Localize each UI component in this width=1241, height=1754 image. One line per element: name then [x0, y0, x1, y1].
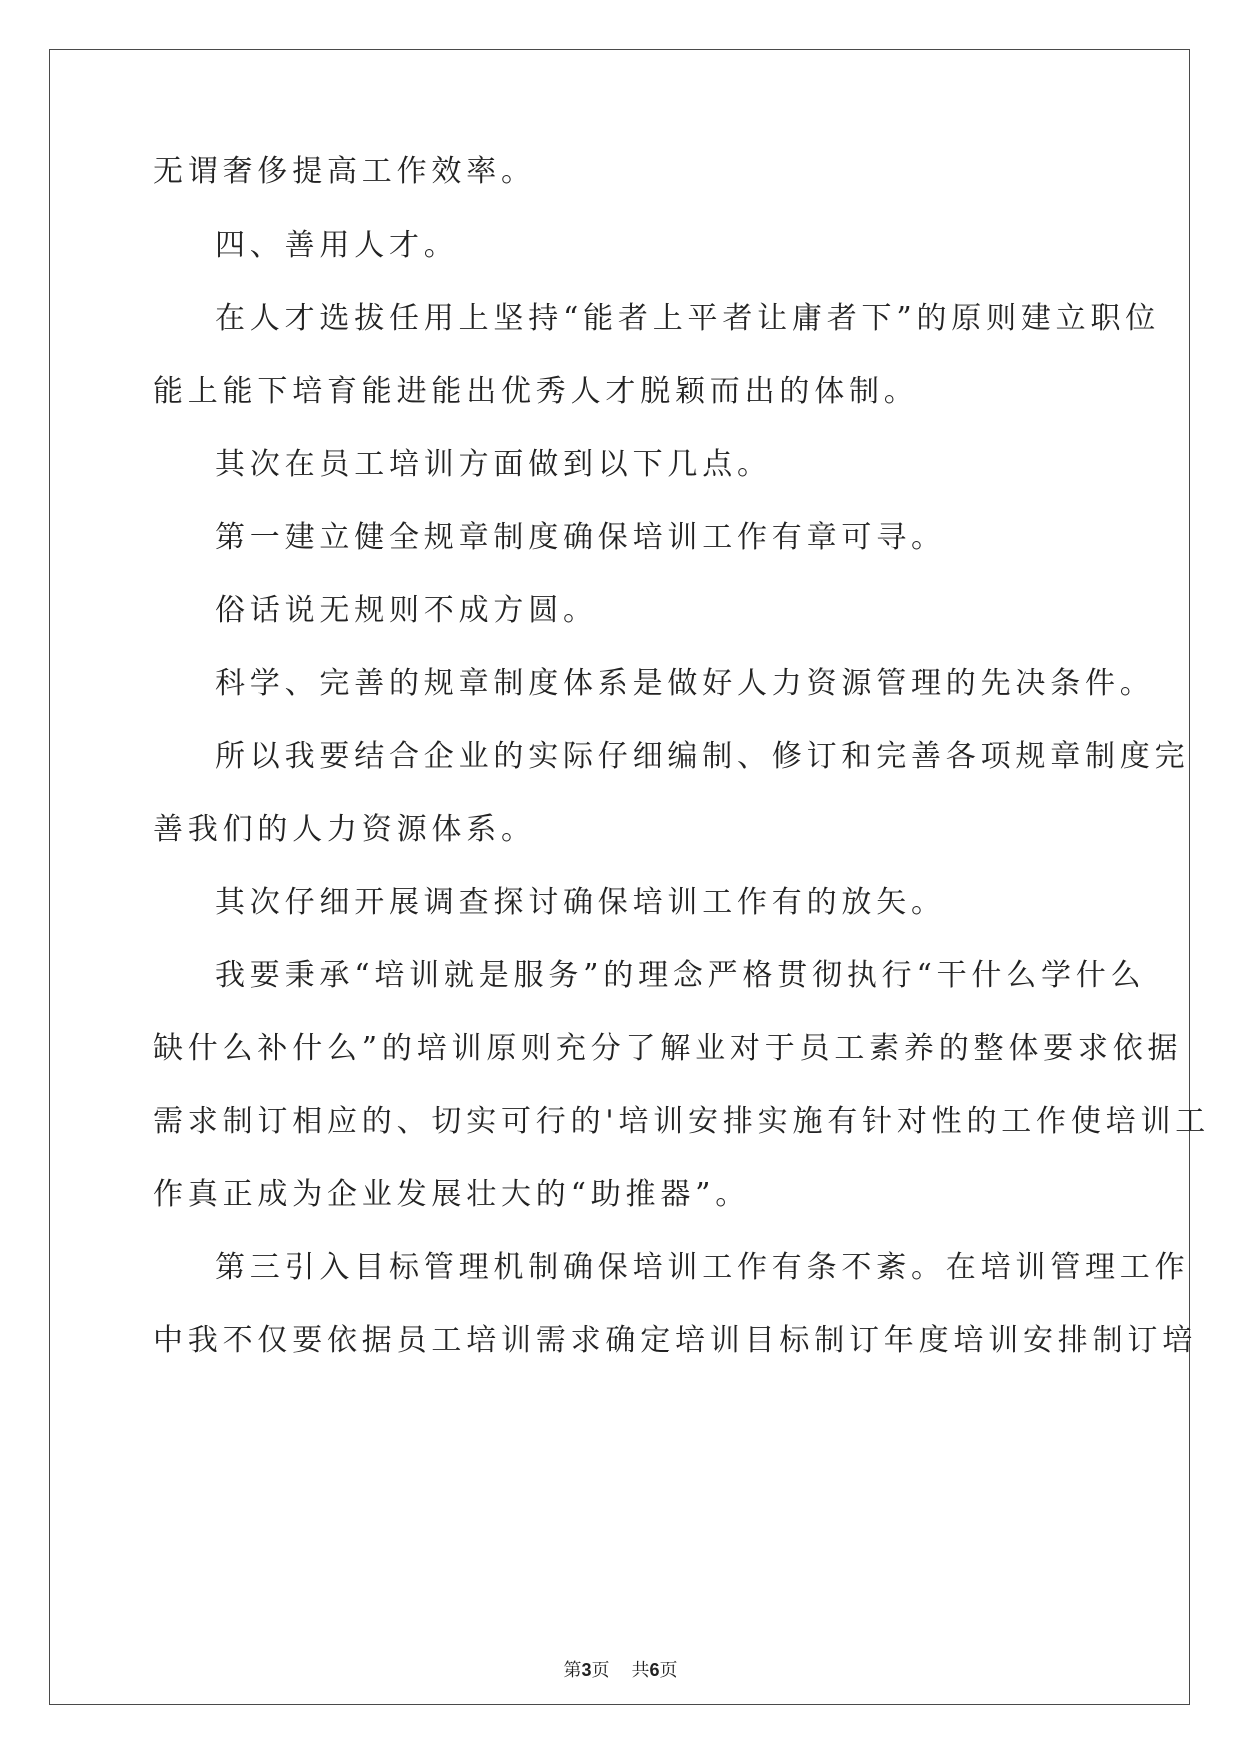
- page-border: [49, 49, 1211, 1705]
- section-heading: 四、善用人才。: [215, 228, 459, 263]
- paragraph-line: 我要秉承“培训就是服务”的理念严格贯彻执行“干什么学什么: [215, 958, 1146, 993]
- paragraph-line: 在人才选拔任用上坚持“能者上平者让庸者下”的原则建立职位: [215, 301, 1161, 336]
- paragraph-line: 其次仔细开展调查探讨确保培训工作有的放矢。: [215, 885, 946, 920]
- page-current: 3: [581, 1660, 592, 1680]
- paragraph-line: 作真正成为企业发展壮大的“助推器”。: [153, 1177, 751, 1212]
- page-footer: [0, 1658, 1241, 1683]
- paragraph-line: 需求制订相应的、切实可行的'培训安排实施有针对性的工作使培训工: [153, 1104, 1211, 1139]
- paragraph-line: 缺什么补什么”的培训原则充分了解业对于员工素养的整体要求依据: [153, 1031, 1183, 1066]
- paragraph-line: 善我们的人力资源体系。: [153, 812, 536, 847]
- paragraph-line: 俗话说无规则不成方圆。: [215, 593, 598, 628]
- paragraph-line: 第三引入目标管理机制确保培训工作有条不紊。在培训管理工作: [215, 1250, 1190, 1285]
- total-suffix: 页: [659, 1660, 678, 1681]
- paragraph-line: 其次在员工培训方面做到以下几点。: [215, 447, 772, 482]
- paragraph-line: 中我不仅要依据员工培训需求确定培训目标制订年度培训安排制订培: [153, 1323, 1197, 1358]
- page-prefix: 第: [563, 1660, 582, 1681]
- paragraph-line: 第一建立健全规章制度确保培训工作有章可寻。: [215, 520, 946, 555]
- paragraph-line: 能上能下培育能进能出优秀人才脱颖而出的体制。: [153, 374, 919, 409]
- page-suffix: 页: [591, 1660, 610, 1681]
- paragraph-line: 科学、完善的规章制度体系是做好人力资源管理的先决条件。: [215, 666, 1155, 701]
- total-prefix: 共: [631, 1660, 650, 1681]
- paragraph-line: 所以我要结合企业的实际仔细编制、修订和完善各项规章制度完: [215, 739, 1190, 774]
- text-line-1: 无谓奢侈提高工作效率。: [153, 154, 536, 189]
- page-total: 6: [649, 1660, 660, 1680]
